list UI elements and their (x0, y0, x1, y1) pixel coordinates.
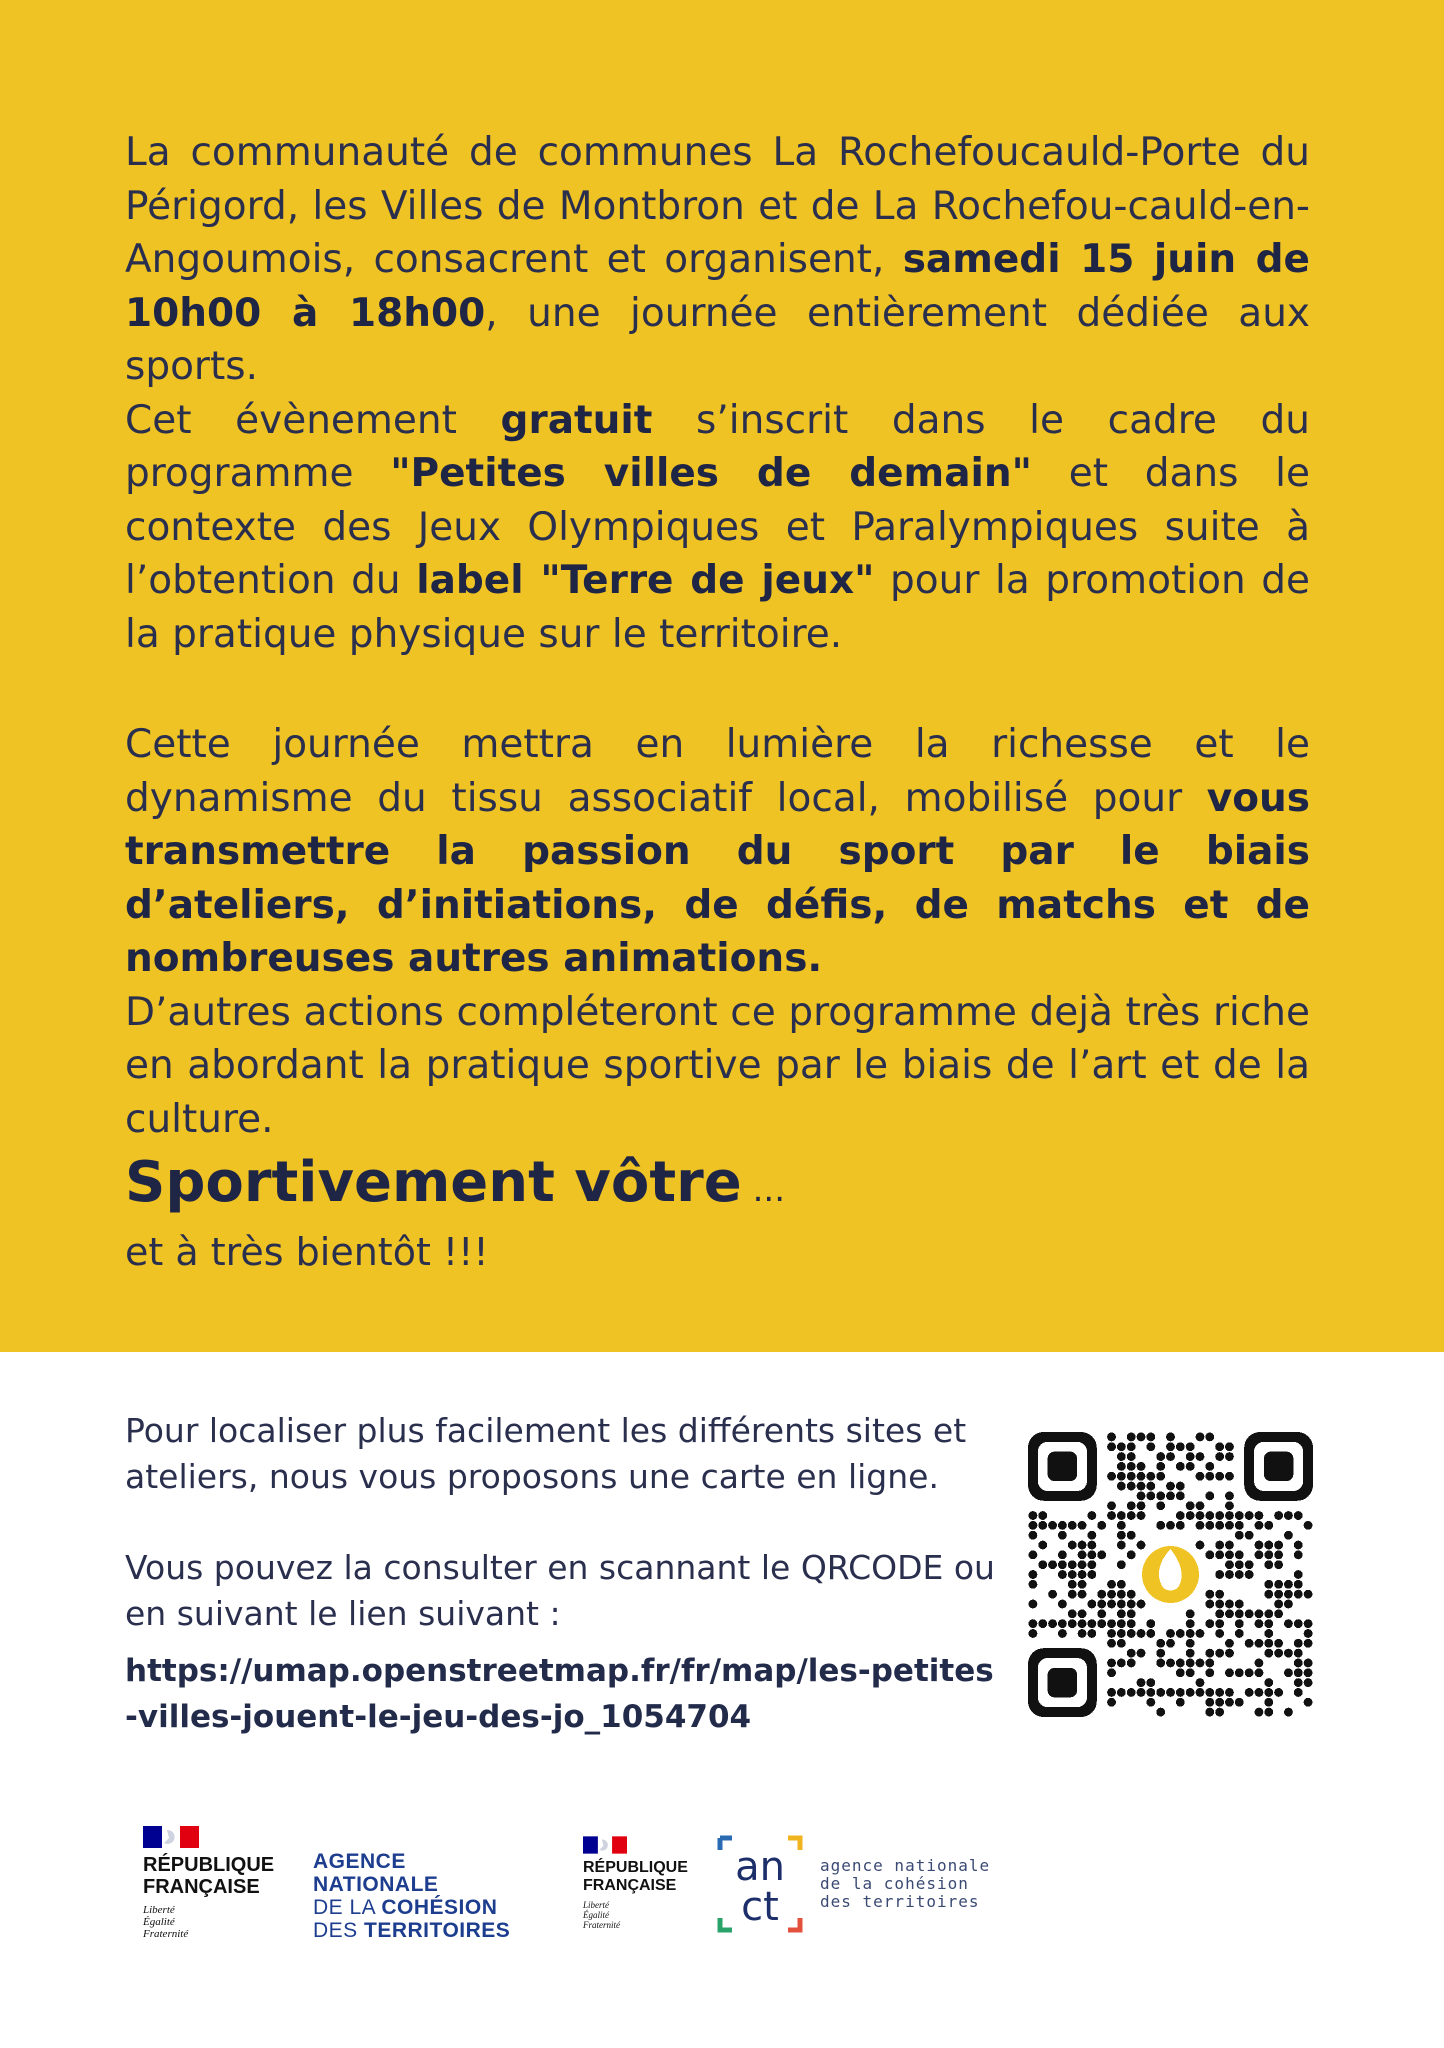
marianne-flag-icon (143, 1826, 199, 1848)
anct-wordmark: agence nationale de la cohésion des territoires (820, 1856, 991, 1911)
map-link[interactable]: https://umap.openstreetmap.fr/fr/map/les-petites-villes-jouent-le-jeu-des-jo_1054704 (125, 1653, 994, 1735)
intro-paragraph: La communauté de communes La Rochefoucauld-Porte du Périgord, les Villes de Montbron et de La Rochefou-cauld-en-Angoumois, consacrent et organisent, samedi 15 juin de 10h00 à 18h00, une journée entièrement dédiée aux sports. Cet évènement gratuit s’inscrit dans le cadre du programme "Petites villes de demain" et dans le contexte des Jeux Olympiques et Paralympiques suite à l’obtention du label "Terre de jeux" pour la promotion de la pratique physique sur le territoire. (125, 130, 1310, 657)
signoff-subtitle: et à très bientôt !!! (125, 1230, 489, 1274)
qr-finder-top-left (1028, 1432, 1097, 1501)
program-paragraph: Cette journée mettra en lumière la richesse et le dynamisme du tissu associatif local, mobilisé pour vous transmettre la passion du sport par le biais d’ateliers, d’initiations, de défis, de matchs et de nombreuses autres animations. D’autres actions compléteront ce programme dejà très riche en abordant la pratique sportive par le biais de l’art et de la culture. (125, 722, 1310, 1142)
qr-finder-bottom-left (1028, 1648, 1097, 1717)
signoff-title: Sportivement vôtre ... (125, 1150, 785, 1215)
flame-icon (1137, 1541, 1204, 1608)
agence-nationale-logo: AGENCE NATIONALE DE LA COHÉSION DES TERRITOIRES (313, 1850, 511, 1942)
anct-mark-top: an (735, 1844, 785, 1890)
qr-code[interactable] (1028, 1432, 1313, 1717)
anct-monogram-logo (716, 1834, 804, 1934)
republique-francaise-logo: RÉPUBLIQUE FRANÇAISE Liberté Égalité Fraternité (143, 1826, 274, 1940)
anct-mark-bottom: ct (741, 1884, 779, 1930)
republique-francaise-logo-small: RÉPUBLIQUE FRANÇAISE Liberté Égalité Fraternité (583, 1836, 688, 1930)
qr-finder-top-right (1244, 1432, 1313, 1501)
map-info-text: Pour localiser plus facilement les différents sites et ateliers, nous vous proposons une carte en ligne. (125, 1411, 967, 1496)
marianne-flag-icon (583, 1836, 627, 1854)
qr-info-text: Vous pouvez la consulter en scannant le QRCODE ou en suivant le lien suivant : (125, 1548, 995, 1633)
